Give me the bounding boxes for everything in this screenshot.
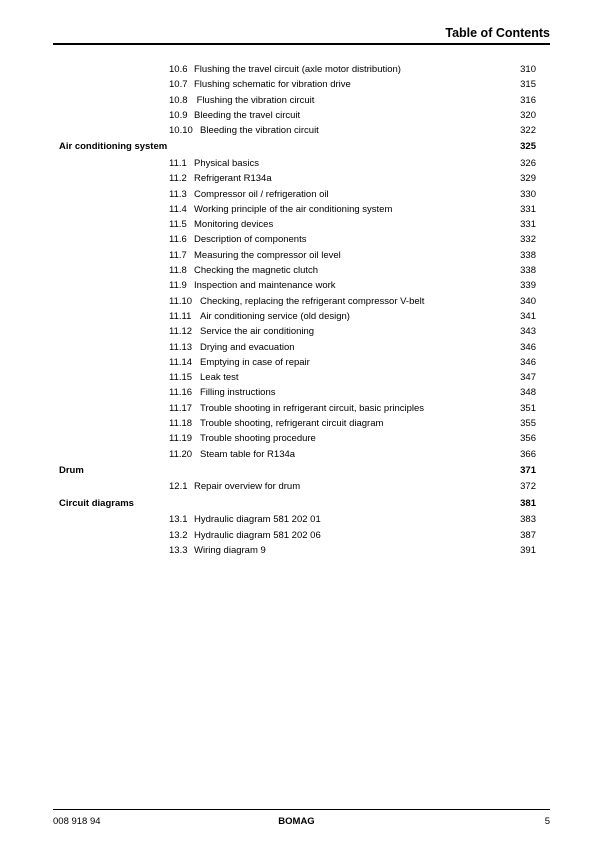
toc-entry (0, 340, 593, 355)
toc-chapter-title: Air conditioning system (59, 141, 168, 153)
toc-entry (0, 401, 593, 416)
toc-entry (0, 294, 593, 309)
toc-entry-title: Steam table for R134a (200, 448, 296, 460)
toc-entry-number: 11.7 (169, 249, 187, 261)
toc-entry-title: Wiring diagram 9 (194, 544, 266, 556)
toc-page-number: 320 (520, 109, 536, 121)
toc-entry (0, 528, 593, 543)
toc-page-number: 332 (520, 234, 536, 246)
toc-entry-number: 11.18 (169, 418, 193, 430)
toc-page-number: 343 (520, 326, 536, 338)
toc-entry-number: 11.14 (169, 356, 193, 368)
toc-page-number: 331 (520, 219, 536, 231)
toc-entry (0, 263, 593, 278)
toc-page-number: 347 (520, 372, 536, 384)
toc-entry-number: 11.17 (169, 402, 193, 414)
toc-entry-title: Checking, replacing the refrigerant compressor V-belt (200, 295, 425, 307)
toc-page-number: 355 (520, 418, 536, 430)
toc-entry (0, 309, 593, 324)
toc-entry-number: 11.11 (169, 310, 192, 322)
toc-entry (0, 171, 593, 186)
toc-entry-title: Measuring the compressor oil level (194, 249, 341, 261)
toc-entry-number: 11.20 (169, 448, 193, 460)
toc-entry-number: 11.19 (169, 433, 193, 445)
toc-page-number: 387 (520, 529, 536, 541)
toc-entry-number: 11.5 (169, 219, 187, 231)
toc-entry-number: 11.12 (169, 326, 193, 338)
toc-entry-number: 11.10 (169, 295, 193, 307)
toc-entry-number: 13.1 (169, 514, 188, 526)
toc-page-number: 322 (520, 125, 536, 137)
toc-entry (0, 416, 593, 431)
toc-entry-title: Hydraulic diagram 581 202 06 (194, 529, 321, 541)
toc-chapter (0, 495, 593, 513)
toc-chapter-title: Drum (59, 464, 84, 476)
toc-entry-title: Flushing schematic for vibration drive (194, 79, 351, 91)
toc-entry-title: Inspection and maintenance work (194, 280, 336, 292)
toc-page-number: 326 (520, 157, 536, 169)
toc-entry (0, 278, 593, 293)
toc-entry-title: Monitoring devices (194, 219, 274, 231)
toc-page-number: 391 (520, 544, 536, 556)
toc-entry-title: Bleeding the travel circuit (194, 109, 301, 121)
toc-chapter-title: Circuit diagrams (59, 497, 134, 509)
toc-page-number: 366 (520, 448, 536, 460)
toc-entry-number: 11.2 (169, 173, 187, 185)
toc-entry-title: Trouble shooting in refrigerant circuit, basic principles (200, 402, 425, 414)
header-divider (53, 43, 550, 45)
toc-page-number: 310 (520, 64, 536, 75)
toc-entry-title: Emptying in case of repair (200, 356, 310, 368)
toc-entry (0, 62, 593, 77)
toc-entry (0, 385, 593, 400)
toc-entry-number: 11.8 (169, 265, 187, 277)
toc-entry-title: Refrigerant R134a (194, 173, 272, 185)
toc-entry-number: 13.3 (169, 544, 188, 556)
toc-entry (0, 355, 593, 370)
toc-page-number: 372 (520, 481, 536, 493)
toc-page-number: 348 (520, 387, 536, 399)
toc-page-number: 351 (520, 402, 536, 414)
toc-entry (0, 447, 593, 462)
toc-page-number: 371 (520, 464, 536, 476)
toc-page-number: 338 (520, 265, 536, 277)
toc-page-number: 346 (520, 341, 536, 353)
toc-entry-number: 10.7 (169, 79, 188, 91)
toc-page-number: 339 (520, 280, 536, 292)
toc-chapter (0, 138, 593, 156)
toc-page-number: 331 (520, 203, 536, 215)
toc-page-number: 316 (520, 94, 536, 106)
toc-entry-number: 11.13 (169, 341, 193, 353)
toc-page-number: 341 (520, 310, 536, 322)
toc-entry-number: 11.9 (169, 280, 187, 292)
toc-entry-number: 11.3 (169, 188, 187, 200)
toc-entry-title: Flushing the travel circuit (axle motor distribution) (194, 64, 401, 75)
toc-entry (0, 479, 593, 494)
toc-page-number: 330 (520, 188, 536, 200)
toc-page-number: 340 (520, 295, 536, 307)
toc-entry-title: Repair overview for drum (194, 481, 301, 493)
toc-entry (0, 248, 593, 263)
toc-entry-number: 10.6 (169, 64, 188, 75)
toc-entry-title: Description of components (194, 234, 307, 246)
page-header-title: Table of Contents (445, 26, 550, 40)
toc-page-number: 346 (520, 356, 536, 368)
toc-entry (0, 108, 593, 123)
table-of-contents (0, 62, 593, 558)
toc-entry (0, 93, 593, 108)
toc-entry-number: 11.15 (169, 372, 193, 384)
toc-entry-title: Flushing the vibration circuit (194, 94, 315, 106)
toc-page-number: 325 (520, 141, 536, 153)
footer-brand: BOMAG (278, 816, 315, 827)
footer-document-number: 008 918 94 (53, 816, 101, 827)
toc-entry (0, 77, 593, 92)
toc-entry-number: 11.16 (169, 387, 193, 399)
toc-entry-title: Compressor oil / refrigeration oil (194, 188, 329, 200)
toc-entry-title: Trouble shooting, refrigerant circuit diagram (200, 418, 384, 430)
toc-entry-title: Air conditioning service (old design) (200, 310, 350, 322)
toc-entry-number: 11.6 (169, 234, 187, 246)
toc-entry-title: Trouble shooting procedure (200, 433, 316, 445)
toc-entry-title: Filling instructions (200, 387, 276, 399)
toc-entry (0, 370, 593, 385)
toc-entry-number: 10.9 (169, 109, 188, 121)
toc-entry (0, 512, 593, 527)
toc-entry-title: Leak test (200, 372, 239, 384)
footer-divider (53, 809, 550, 810)
toc-entry-number: 11.4 (169, 203, 187, 215)
toc-entry-title: Checking the magnetic clutch (194, 265, 319, 277)
toc-entry-number: 12.1 (169, 481, 188, 493)
toc-entry-number: 13.2 (169, 529, 188, 541)
toc-entry-number: 10.8 (169, 94, 188, 106)
toc-entry (0, 156, 593, 171)
toc-entry-number: 11.1 (169, 157, 187, 169)
toc-entry-title: Bleeding the vibration circuit (200, 125, 319, 137)
toc-page-number: 338 (520, 249, 536, 261)
toc-entry (0, 324, 593, 339)
toc-entry (0, 123, 593, 138)
toc-page-number: 315 (520, 79, 536, 91)
toc-entry-title: Service the air conditioning (200, 326, 315, 338)
toc-chapter (0, 462, 593, 480)
toc-entry (0, 543, 593, 558)
toc-page-number: 381 (520, 497, 536, 509)
toc-entry (0, 232, 593, 247)
toc-entry-title: Physical basics (194, 157, 259, 169)
toc-entry (0, 431, 593, 446)
toc-entry-title: Working principle of the air conditioning system (194, 203, 393, 215)
toc-page-number: 356 (520, 433, 536, 445)
toc-page-number: 383 (520, 514, 536, 526)
toc-entry (0, 217, 593, 232)
toc-entry-title: Drying and evacuation (200, 341, 295, 353)
toc-entry-title: Hydraulic diagram 581 202 01 (194, 514, 321, 526)
footer-page-number: 5 (544, 816, 550, 827)
toc-entry (0, 202, 593, 217)
toc-entry-number: 10.10 (169, 125, 193, 137)
toc-entry (0, 187, 593, 202)
toc-page-number: 329 (520, 173, 536, 185)
